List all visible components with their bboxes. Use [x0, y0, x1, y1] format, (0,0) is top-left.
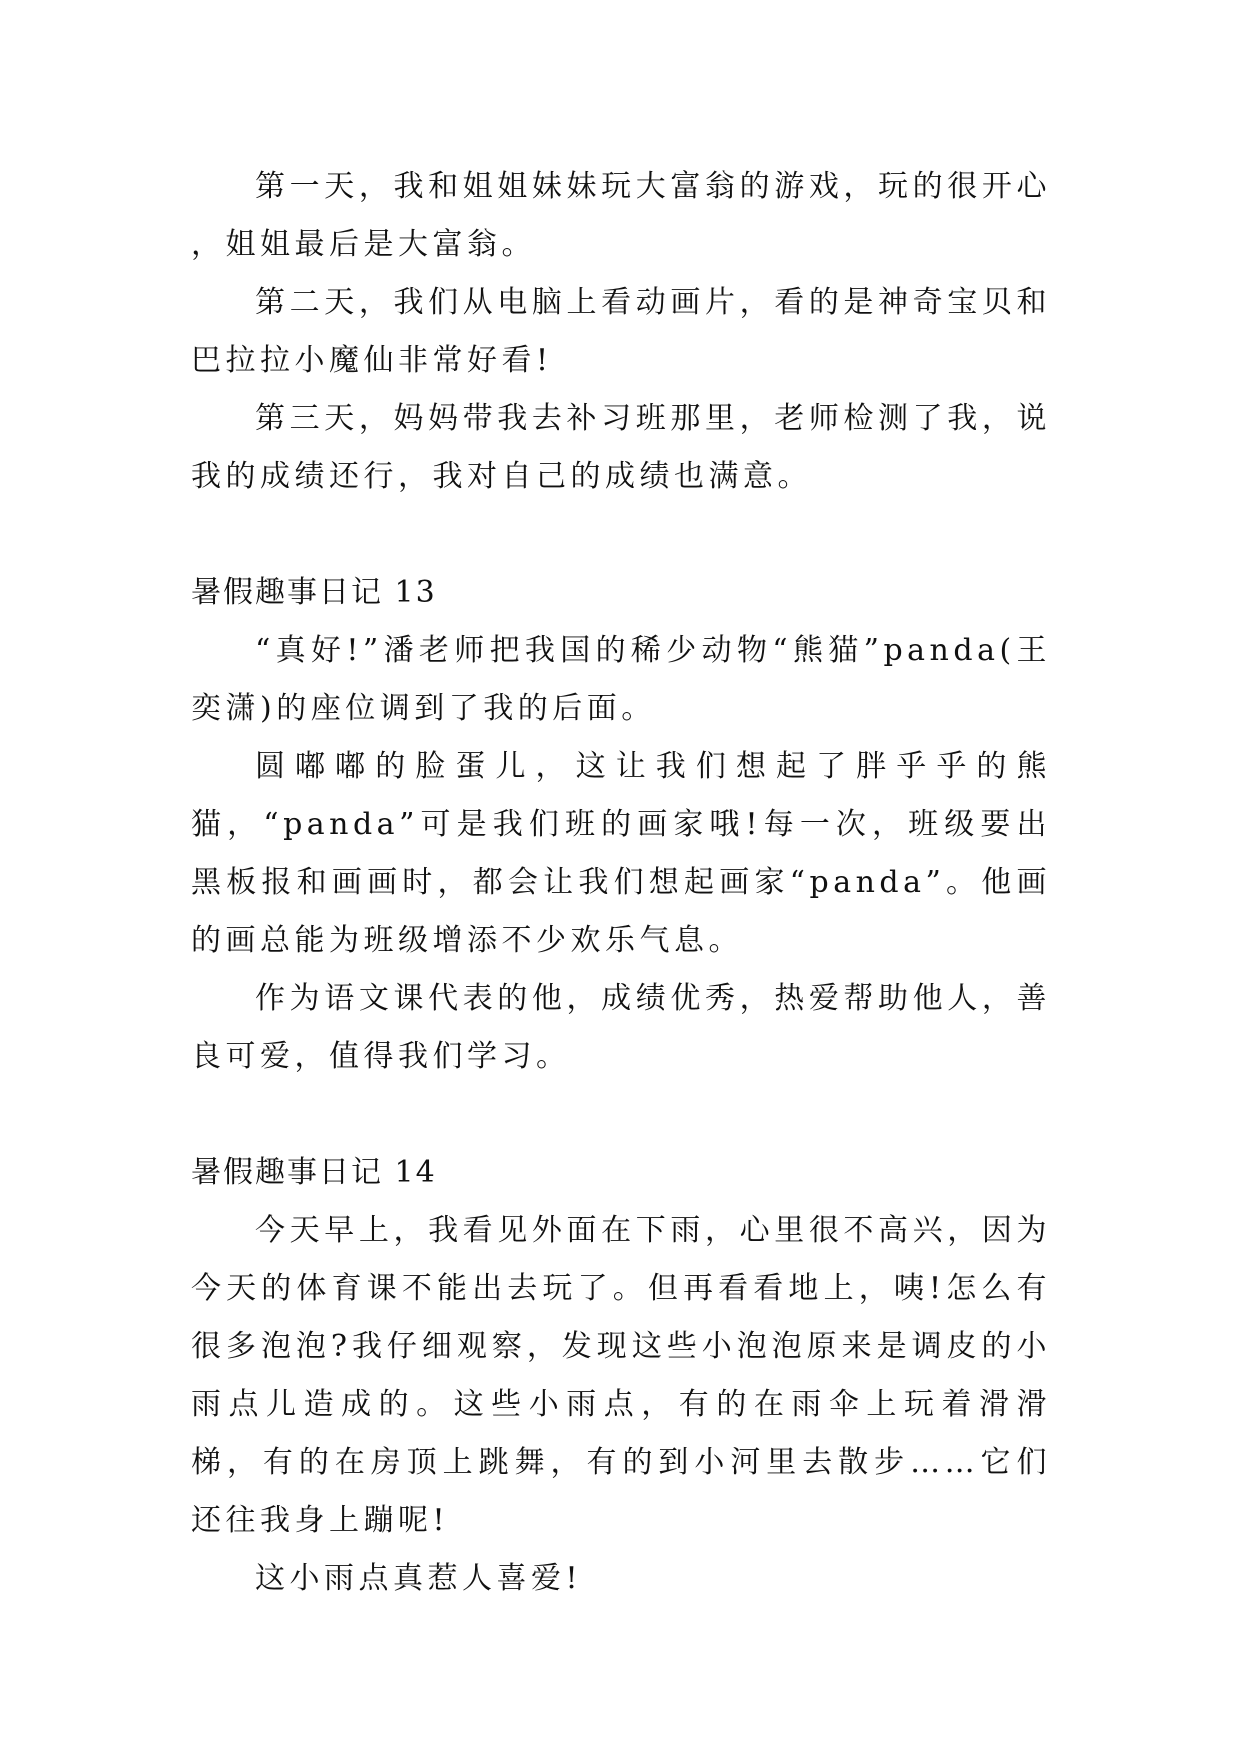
paragraph: 圆嘟嘟的脸蛋儿，这让我们想起了胖乎乎的熊猫，“panda”可是我们班的画家哦!每一次，班级要出黑板报和画画时，都会让我们想起画家“panda”。他画的画总能为班级增添不少欢乐气息。: [191, 749, 1051, 958]
diary-section-14: [191, 1144, 1051, 1608]
paragraph: 这小雨点真惹人喜爱!: [255, 1561, 583, 1596]
paragraph: 作为语文课代表的他，成绩优秀，热爱帮助他人，善良可爱，值得我们学习。: [191, 981, 1051, 1074]
paragraph: 第二天，我们从电脑上看动画片，看的是神奇宝贝和巴拉拉小魔仙非常好看!: [191, 285, 1051, 378]
section-heading: 暑假趣事日记 13: [191, 575, 437, 610]
section-spacer: [191, 506, 1051, 564]
paragraph: 第三天，妈妈带我去补习班那里，老师检测了我，说我的成绩还行，我对自己的成绩也满意。: [191, 401, 1051, 494]
diary-section-1: [191, 158, 1051, 506]
section-spacer: [191, 1086, 1051, 1144]
section-heading: 暑假趣事日记 14: [191, 1155, 437, 1190]
document-page: [191, 158, 1051, 1608]
paragraph: 今天早上，我看见外面在下雨，心里很不高兴，因为今天的体育课不能出去玩了。但再看看地上，咦!怎么有很多泡泡?我仔细观察，发现这些小泡泡原来是调皮的小雨点儿造成的。这些小雨点，有的在雨伞上玩着滑滑梯，有的在房顶上跳舞，有的到小河里去散步……它们还往我身上蹦呢!: [191, 1213, 1051, 1538]
paragraph: “真好!”潘老师把我国的稀少动物“熊猫”panda(王奕潇)的座位调到了我的后面。: [191, 633, 1051, 726]
paragraph: 第一天，我和姐姐妹妹玩大富翁的游戏，玩的很开心 ，姐姐最后是大富翁。: [191, 169, 1051, 262]
diary-section-13: [191, 564, 1051, 1086]
